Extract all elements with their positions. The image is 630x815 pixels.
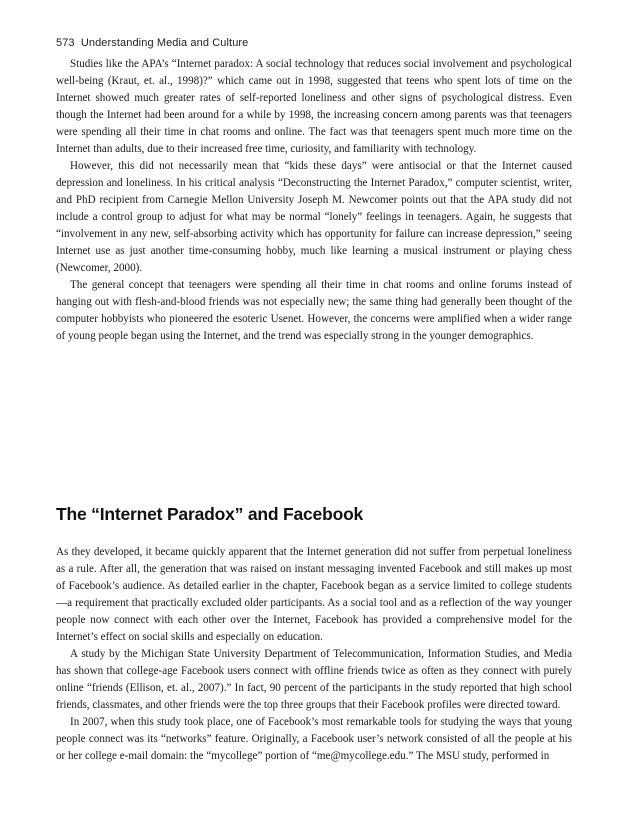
book-title: Understanding Media and Culture	[80, 37, 249, 49]
paragraph: The general concept that teenagers were spending all their time in chat rooms and online forums instead of hanging out with flesh-and-blood friends was not especially new; the same thing had generally been thought of the computer hobbyists who pioneered the esoteric Usenet. However, the concerns were amplified when a wider range of young people began using the Internet, and the trend was especially strong in the younger demographics.	[56, 279, 572, 342]
paragraph: Studies like the APA’s “Internet paradox: A social technology that reduces social involvement and psychological well-being (Kraut, et. al., 1998)?” which came out in 1998, suggested that teens who spent lots of time on the Internet showed much greater rates of self-reported loneliness and other signs of psychological distress. Even though the Internet had been around for a while by 1998, the increasing concern among parents was that teenagers were spending all their time in chat rooms and online. The fact was that teenagers spent much more time on the Internet than adults, due to their increased free time, curiosity, and familiarity with technology.	[56, 58, 572, 155]
paragraph: In 2007, when this study took place, one of Facebook’s most remarkable tools for studying the ways that young people connect was its “networks” feature. Originally, a Facebook user’s network consisted of all the people at his or her college e-mail domain: the “mycollege” portion of “me@mycollege.edu.” The MSU study, performed in	[56, 716, 572, 762]
paragraph: As they developed, it became quickly apparent that the Internet generation did not suffer from perpetual loneliness as a rule. After all, the generation that was raised on instant messaging invented Facebook and still makes up most of Facebook’s audience. As detailed earlier in the chapter, Facebook began as a service limited to college students—a requirement that practically excluded older participants. As a social tool and as a reflection of the way younger people now connect with each other over the Internet, Facebook has provided a comprehensive model for the Internet’s effect on social skills and especially on education.	[56, 546, 572, 643]
running-header	[56, 37, 248, 49]
paragraph: However, this did not necessarily mean that “kids these days” were antisocial or that the Internet caused depression and loneliness. In his critical analysis “Deconstructing the Internet Paradox,” computer scientist, writer, and PhD recipient from Carnegie Mellon University Joseph M. Newcomer points out that the APA study did not include a control group to adjust for what may be normal “lonely” feelings in teenagers. Again, he suggests that “involvement in any new, self-absorbing activity which has opportunity for failure can increase depression,” seeing Internet use as just another time-consuming hobby, much like learning a musical instrument or playing chess (Newcomer, 2000).	[56, 160, 572, 274]
page-number: 573	[56, 37, 75, 49]
section-heading: The “Internet Paradox” and Facebook	[56, 504, 364, 524]
paragraph: A study by the Michigan State University Department of Telecommunication, Information Studies, and Media has shown that college-age Facebook users connect with offline friends twice as often as they connect with purely online “friends (Ellison, et. al., 2007).” In fact, 90 percent of the participants in the study reported that high school friends, classmates, and other friends were the top three groups that their Facebook profiles were directed toward.	[56, 648, 572, 711]
body-text-section-1	[56, 56, 572, 345]
body-text-section-2	[56, 544, 572, 765]
